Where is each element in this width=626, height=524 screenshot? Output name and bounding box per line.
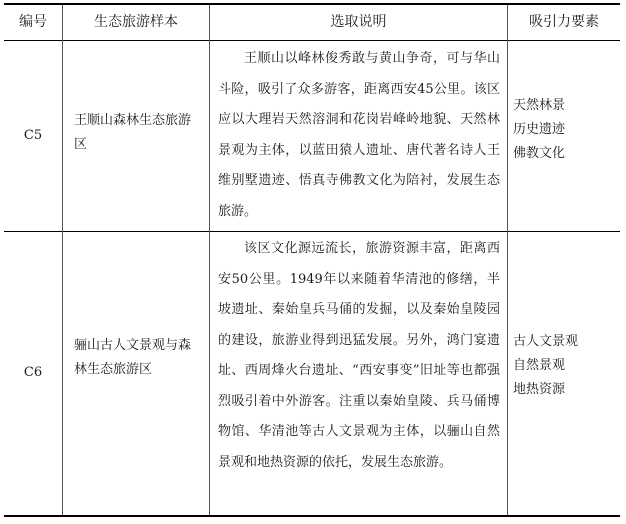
- factor-item: 佛教文化: [513, 146, 566, 161]
- header-sample: 生态旅游样本: [94, 14, 178, 30]
- column-divider: [209, 5, 210, 515]
- column-divider: [62, 5, 63, 515]
- header-code: 编号: [19, 14, 47, 30]
- factor-item: 古人文景观: [513, 334, 579, 349]
- factor-item: 历史遗迹: [513, 122, 566, 137]
- row-sample: 王顺山森林生态旅游区: [74, 113, 192, 152]
- factor-item: 自然景观: [513, 358, 566, 373]
- header-description: 选取说明: [330, 14, 387, 30]
- row-description: 该区文化源远流长，旅游资源丰富，距离西安50公里。1949年以来随着华清池的修缮，半坡遗址、秦始皇兵马俑的发掘，以及秦始皇陵园的建设，旅游业得到迅猛发展。另外，鸿门宴遗址、西周烽火台遗址、“西安事变”旧址等也都强烈吸引着中外游客。注重以秦始皇陵、兵马俑博物馆、华清池等古人文景观为主体，以骊山自然景观和地热资源的依托，发展生态旅游。: [218, 241, 500, 470]
- header-factors: 吸引力要素: [529, 14, 599, 30]
- row-factors: [513, 94, 617, 166]
- factor-item: 天然林景: [513, 98, 566, 113]
- row-divider: [4, 231, 620, 232]
- row-description: 王顺山以峰林俊秀敢与黄山争奇，可与华山斗险，吸引了众多游客，距离西安45公里。该区应以大理岩天然溶洞和花岗岩峰岭地貌、天然林景观为主体，以蓝田猿人遗址、唐代著名诗人王维别墅遗迹、悟真寺佛教文化为陪衬，发展生态旅游。: [218, 51, 500, 219]
- table-bottom-rule: [4, 515, 620, 517]
- header-bottom-rule: [4, 40, 620, 41]
- row-factors: [513, 330, 617, 402]
- row-sample: 骊山古人文景观与森林生态旅游区: [74, 338, 192, 377]
- row-code: C5: [23, 128, 43, 143]
- column-divider: [507, 5, 508, 515]
- row-code: C6: [23, 365, 43, 380]
- table-top-rule: [4, 3, 620, 5]
- factor-item: 地热资源: [513, 382, 566, 397]
